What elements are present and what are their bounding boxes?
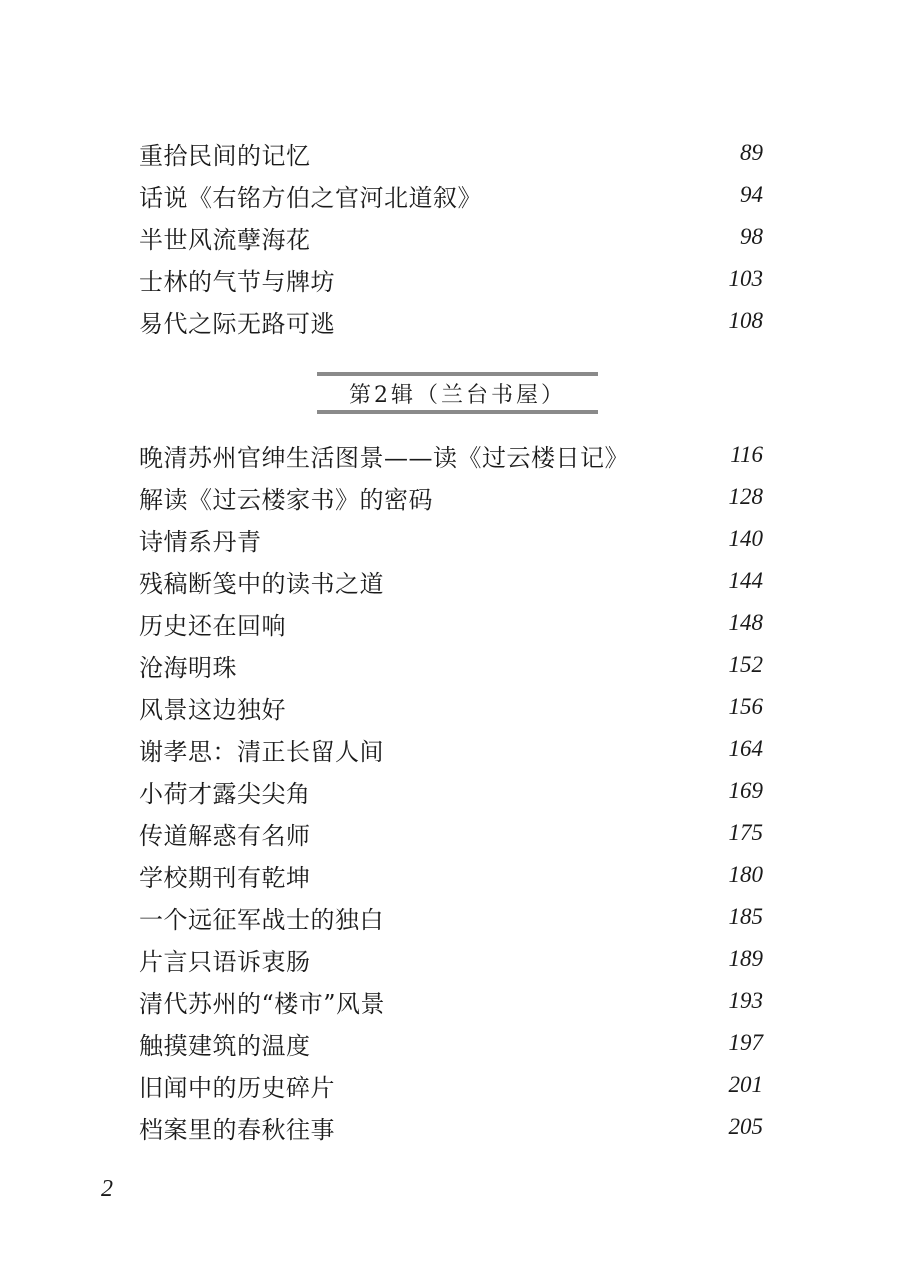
toc-entry-title: 重拾民间的记忆 (139, 141, 311, 170)
toc-entry[interactable] (139, 259, 763, 299)
toc-entry[interactable] (139, 939, 763, 979)
toc-entry-page: 94 (740, 182, 763, 207)
toc-entry-title: 小荷才露尖尖角 (139, 779, 311, 808)
toc-entry[interactable] (139, 519, 763, 559)
toc-entry-title: 半世风流孽海花 (139, 225, 311, 254)
toc-entry-page: 189 (728, 946, 763, 971)
toc-entry[interactable] (139, 133, 763, 173)
toc-entry-title: 诗情系丹青 (139, 527, 262, 556)
toc-entry-title: 风景这边独好 (139, 695, 286, 724)
toc-entry-page: 185 (728, 904, 763, 929)
toc-entry-page: 140 (728, 526, 763, 551)
toc-entry[interactable] (139, 217, 763, 257)
toc-entry-title: 解读《过云楼家书》的密码 (139, 485, 433, 514)
toc-entry-title: 晚清苏州官绅生活图景——读《过云楼日记》 (139, 443, 629, 472)
toc-entry-page: 156 (728, 694, 763, 719)
toc-entry-title: 清代苏州的“楼市”风景 (139, 989, 386, 1018)
toc-entry[interactable] (139, 1065, 763, 1105)
toc-entry[interactable] (139, 477, 763, 517)
toc-entry[interactable] (139, 435, 763, 475)
toc-entry-title: 谢孝思：清正长留人间 (139, 737, 384, 766)
toc-entry-page: 205 (728, 1114, 763, 1139)
toc-entry[interactable] (139, 603, 763, 643)
toc-entry-title: 片言只语诉衷肠 (139, 947, 311, 976)
toc-entry-page: 128 (728, 484, 763, 509)
toc-entry[interactable] (139, 301, 763, 341)
toc-entry-title: 易代之际无路可逃 (139, 309, 335, 338)
toc-entry[interactable] (139, 813, 763, 853)
toc-entry-page: 193 (728, 988, 763, 1013)
toc-entry-page: 180 (728, 862, 763, 887)
toc-entry-title: 旧闻中的历史碎片 (139, 1073, 335, 1102)
toc-entry-page: 108 (728, 308, 763, 333)
toc-entry-title: 历史还在回响 (139, 611, 286, 640)
section-header (317, 372, 598, 414)
toc-entry-page: 164 (728, 736, 763, 761)
toc-entry-page: 98 (740, 224, 763, 249)
toc-entry-page: 116 (730, 442, 763, 467)
toc-entry-title: 话说《右铭方伯之官河北道叙》 (139, 183, 482, 212)
toc-entry-title: 士林的气节与牌坊 (139, 267, 335, 296)
toc-entry-title: 一个远征军战士的独白 (139, 905, 384, 934)
toc-entry[interactable] (139, 1107, 763, 1147)
toc-entry[interactable] (139, 175, 763, 215)
toc-entry[interactable] (139, 897, 763, 937)
section-header-title: 第2辑（兰台书屋） (349, 382, 566, 408)
toc-entry-page: 148 (728, 610, 763, 635)
toc-entry[interactable] (139, 645, 763, 685)
toc-entry-page: 103 (728, 266, 763, 291)
toc-entry[interactable] (139, 1023, 763, 1063)
toc-entry-page: 144 (728, 568, 763, 593)
toc-entry[interactable] (139, 771, 763, 811)
toc-entry[interactable] (139, 855, 763, 895)
toc-entry-title: 学校期刊有乾坤 (139, 863, 311, 892)
toc-entry[interactable] (139, 687, 763, 727)
toc-entry-title: 沧海明珠 (139, 653, 237, 682)
toc-entry[interactable] (139, 729, 763, 769)
toc-entry-title: 传道解惑有名师 (139, 821, 311, 850)
toc-entry[interactable] (139, 561, 763, 601)
page-number: 2 (101, 1176, 113, 1202)
toc-entry[interactable] (139, 981, 763, 1021)
toc-entry-page: 152 (728, 652, 763, 677)
toc-entry-page: 197 (728, 1030, 763, 1055)
toc-entry-title: 残稿断笺中的读书之道 (139, 569, 384, 598)
toc-entry-page: 201 (728, 1072, 763, 1097)
toc-entry-title: 触摸建筑的温度 (139, 1031, 311, 1060)
toc-entry-page: 89 (740, 140, 763, 165)
toc-entry-page: 169 (728, 778, 763, 803)
toc-entry-page: 175 (728, 820, 763, 845)
toc-entry-title: 档案里的春秋往事 (139, 1115, 335, 1144)
